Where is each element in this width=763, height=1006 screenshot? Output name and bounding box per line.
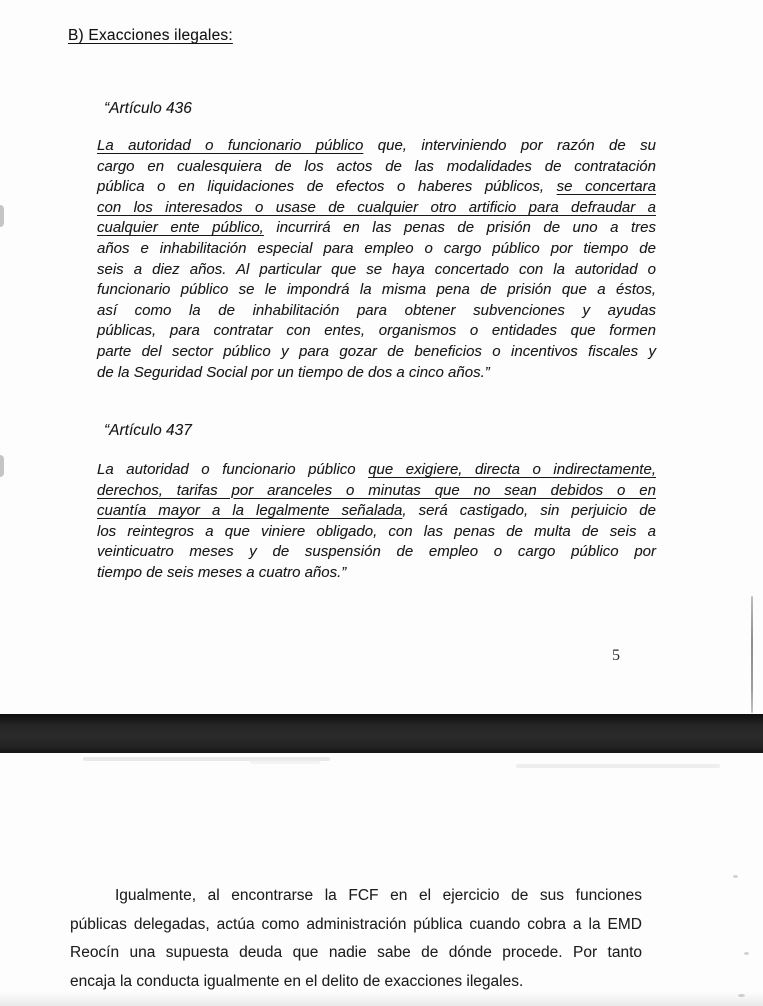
article-436-label: “Artículo 436 [104, 100, 192, 117]
underlined-text-segment: derechos, tarifas por aranceles o minutas que no sean debidos o en [97, 481, 656, 499]
underlined-text-segment: La autoridad o funcionario público [97, 137, 364, 154]
text-line [97, 198, 656, 219]
scan-artifact-speck [744, 952, 749, 955]
text-line [97, 522, 656, 543]
text-line [97, 563, 656, 584]
scan-artifact-streak [516, 764, 720, 768]
text-segment: Reocín una supuesta deuda que nadie sabe de dónde procede. Por tanto [70, 944, 642, 962]
text-segment: veinticuatro meses y de suspensión de empleo o cargo público por [97, 543, 656, 561]
text-segment: parte del sector público y para gozar de beneficios o incentivos fiscales y [97, 342, 656, 360]
text-segment: así como la de inhabilitación para obtener subvenciones y ayudas [97, 301, 656, 319]
section-heading: B) Exacciones ilegales: [68, 27, 233, 44]
text-segment: incurrirá en las penas de prisión de uno a tres [263, 219, 657, 237]
scan-artifact-streak [250, 760, 320, 764]
text-segment: seis a diez años. Al particular que se haya concertado con la autoridad o [97, 260, 656, 278]
text-line [97, 157, 656, 178]
text-segment: encaja la conducta igualmente en el delito de exacciones ilegales. [70, 972, 524, 990]
article-437-label: “Artículo 437 [104, 422, 192, 439]
text-segment: públicas, para contratar con entes, organismos o entidades que formen [97, 322, 656, 340]
text-segment: los reintegros a que viniere obligado, con las penas de multa de seis a [97, 522, 656, 540]
text-segment: tiempo de seis meses a cuatro años.” [97, 563, 347, 581]
text-segment: que, interviniendo por razón de su [363, 137, 657, 154]
text-segment: funcionario público se le impondrá la misma pena de prisión que a éstos, [97, 281, 656, 299]
text-line [97, 301, 656, 322]
closing-paragraph [70, 882, 642, 996]
scan-artifact-edge-mark [0, 455, 4, 477]
text-segment: de la Seguridad Social por un tiempo de dos a cinco años.” [97, 363, 490, 381]
text-line [97, 280, 656, 301]
text-line [97, 136, 656, 157]
scan-artifact-vertical-line [751, 596, 753, 713]
text-line [97, 321, 656, 342]
text-line [97, 239, 656, 260]
text-segment: públicas delegadas, actúa como administración pública cuando cobra a la EMD [70, 915, 642, 933]
page-break-black-band [0, 714, 763, 753]
underlined-text-segment: con los interesados o usase de cualquier otro artificio para defraudar a [97, 198, 656, 216]
text-line [97, 460, 656, 481]
text-line [70, 939, 642, 968]
text-line [97, 542, 656, 563]
text-line [97, 481, 656, 502]
text-line [97, 342, 656, 363]
text-line [97, 177, 656, 198]
text-line [97, 218, 656, 239]
article-437-text [97, 460, 656, 584]
text-segment: cargo en cualesquiera de los actos de las modalidades de contratación [97, 157, 656, 175]
page-number: 5 [612, 647, 620, 664]
text-segment: , será castigado, sin perjuicio de [402, 502, 656, 520]
text-line [97, 501, 656, 522]
underlined-text-segment: cualquier ente público, [97, 219, 264, 237]
underlined-text-segment: se concertara [556, 178, 656, 196]
scan-artifact-edge-mark [0, 205, 4, 227]
underlined-text-segment: cuantía mayor a la legalmente señalada [97, 502, 403, 520]
text-line [70, 882, 642, 911]
underlined-text-segment: que exigiere, directa o indirectamente, [368, 461, 656, 478]
text-segment: La autoridad o funcionario público [97, 461, 369, 478]
text-line [70, 911, 642, 940]
article-436-text [97, 136, 656, 383]
text-line [97, 260, 656, 281]
text-segment: pública o en liquidaciones de efectos o haberes públicos, [97, 178, 557, 196]
scan-bottom-edge-shadow [0, 992, 763, 1006]
text-segment: Igualmente, al encontrarse la FCF en el ejercicio de sus funciones [115, 887, 642, 904]
text-segment: años e inhabilitación especial para empleo o cargo público por tiempo de [97, 239, 656, 257]
scan-artifact-speck [733, 875, 738, 878]
text-line [97, 363, 656, 384]
